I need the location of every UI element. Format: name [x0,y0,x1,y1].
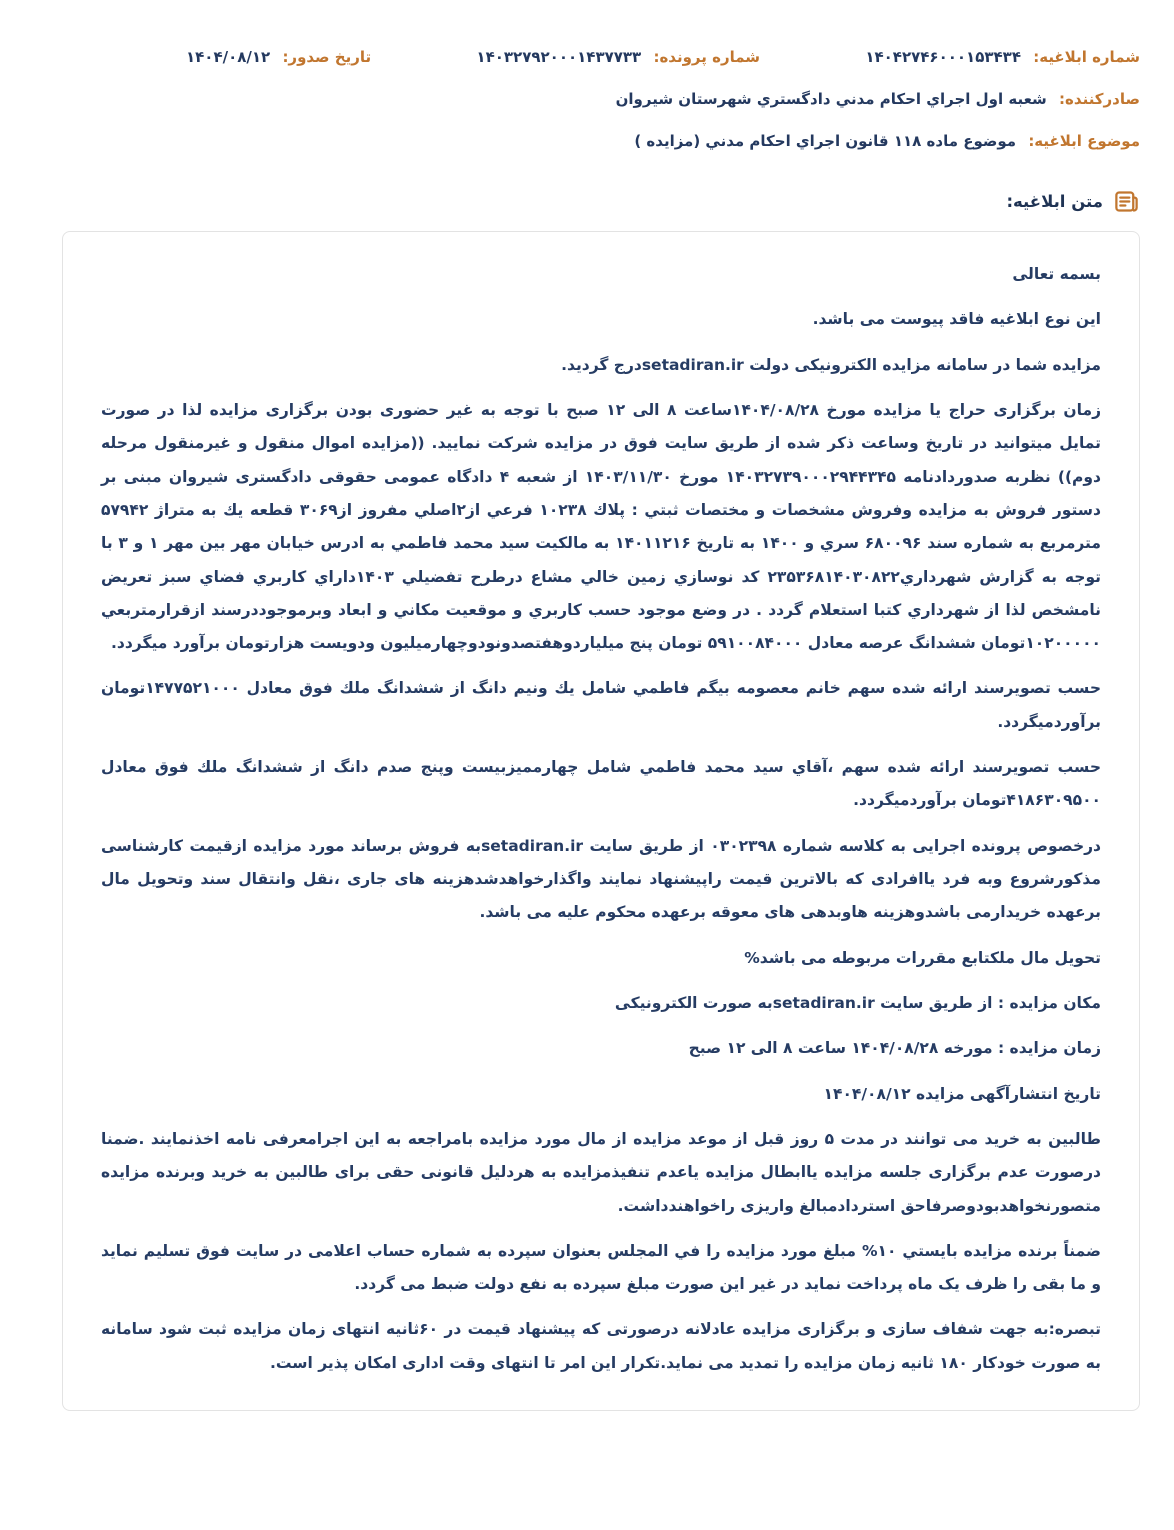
newspaper-icon [1113,188,1140,215]
issuer-label: صادرکننده: [1059,90,1140,108]
issue-date-value: ۱۴۰۴/۰۸/۱۲ [186,48,271,66]
issue-date-label: تاریخ صدور: [282,48,372,66]
issuer-field [34,90,1140,108]
issue-date-field [186,48,371,66]
paragraph-buyers-notice: طالبین به خرید می توانند در مدت ۵ روز قبل از موعد مزایده از مال مورد مزایده بامراجعه به این اجرامعرفی نامه اخذنمایند .ضمنا درصورت عدم برگزاری جلسه مزایده یاابطال مزایده یاعدم تنفیذمزایده به هردلیل قانونی حقی برای طالبین به خرید وبرنده مزایده متصورنخواهدبودوصرفاحق استردادمبالغ واریزی راخواهندداشت. [101,1129,1101,1215]
case-number-field [476,48,760,66]
subject-label: موضوع ابلاغیه: [1028,132,1140,150]
paragraph-delivery-rules: تحویل مال ملکتابع مقررات مربوطه می باشد% [744,948,1101,967]
paragraph-case-sale-terms: درخصوص پرونده اجرایی به کلاسه شماره ۰۳۰۲۳۹۸ از طریق سایت setadiran.irبه فروش برساند مورد مزایده ازقیمت کارشناسی مذکورشروع وبه فرد یاافرادی که بالاترین قیمت راپیشنهاد نمایند واگذارخواهدشدهزینه های جاری ،نقل وانتقال سند وتحویل مال برعهده خریدارمی باشدوهزینه هاوبدهی های معوقه برعهده محکوم علیه می باشد. [101,836,1102,922]
header-row-subject [34,132,1140,150]
case-number-value: ۱۴۰۳۲۷۹۲۰۰۰۱۴۳۷۷۳۳ [476,48,642,66]
paragraph-share-mohammad: حسب تصویرسند ارائه شده سهم ،آقاي سید محمد فاطمي شامل چهارممیزبیست وپنج صدم دانگ از ششدانگ ملك فوق معادل ۴۱۸۶۳۰۹۵۰۰تومان برآوردمیگردد. [101,758,1101,810]
paragraph-note-extension: تبصره:به جهت شفاف سازی و برگزاری مزایده عادلانه درصورتی که پیشنهاد قیمت در ۶۰ثانیه انتهای زمان مزایده ثبت شود سامانه به صورت خودکار ۱۸۰ ثانیه زمان مزایده را تمدید می نماید.تکرار این امر تا انتهای وقت اداری امکان پذیر است. [101,1320,1101,1372]
paragraph-auction-time: زمان مزایده : مورخه ۱۴۰۴/۰۸/۲۸ ساعت ۸ الی ۱۲ صبح [688,1039,1101,1058]
paragraph-basmala: بسمه تعالی [1012,265,1101,283]
paragraph-share-masoumeh: حسب تصویرسند ارائه شده سهم خانم معصومه بیگم فاطمي شامل یك ونیم دانگ از ششدانگ ملك فوق معادل ۱۴۷۷۵۲۱۰۰۰تومان برآوردمیگردد. [101,679,1101,731]
paragraph-publish-date: تاریخ انتشارآگهی مزایده ۱۴۰۴/۰۸/۱۲ [823,1084,1101,1103]
notice-body-box [62,231,1140,1411]
notification-number-value: ۱۴۰۴۲۷۴۶۰۰۰۱۵۳۴۳۴ [865,48,1021,66]
subject-value: موضوع ماده ۱۱۸ قانون اجراي احکام مدني (مزایده ) [634,132,1017,150]
case-number-label: شماره پرونده: [653,48,761,66]
header-meta [34,48,1140,150]
subject-field [34,132,1140,150]
paragraph-no-attachment: این نوع ابلاغیه فاقد پیوست می باشد. [812,310,1101,329]
notification-number-field [865,48,1140,66]
notice-heading [34,188,1140,215]
paragraph-setadiran-registered: مزایده شما در سامانه مزایده الکترونیکی دولت setadiran.irدرج گردید. [561,355,1101,374]
notice-heading-label: متن ابلاغیه: [1006,192,1103,211]
issuer-value: شعبه اول اجراي احکام مدني دادگستري شهرستان شیروان [615,90,1047,108]
notification-number-label: شماره ابلاغیه: [1033,48,1140,66]
paragraph-auction-details: زمان برگزاری حراج یا مزایده مورخ ۱۴۰۴/۰۸/۲۸ساعت ۸ الی ۱۲ صبح با توجه به غیر حضوری بودن برگزاری مزایده لذا در صورت تمایل میتوانید در تاریخ وساعت ذکر شده از طریق سایت فوق در مزایده شرکت نمایید. ((مزایده اموال منقول و غیرمنقول مرحله دوم)) نظربه صدوردادنامه ۱۴۰۳۲۷۳۹۰۰۰۲۹۴۴۳۴۵ مورخ ۱۴۰۳/۱۱/۳۰ از شعبه ۴ دادگاه عمومی حقوقی دادگستری شیروان مبنی بر دستور فروش به مزایده وفروش مشخصات و مختصات ثبتي : پلاك ۱۰۲۳۸ فرعي از۲اصلي مفروز از۳۰۶۹ قطعه یك به متراژ ۵۷۹۴۲ مترمربع به شماره سند ۶۸۰۰۹۶ سري و ۱۴۰۰ به تاریخ ۱۴۰۱۱۲۱۶ به مالکیت سید محمد فاطمي به ادرس خیابان مهر بین مهر ۱ و ۳ با توجه به گزارش شهرداري۲۳۵۳۶۸۱۴۰۳۰۸۲۲ کد نوسازي زمین خالي مشاع درطرح تفضیلي ۱۴۰۳داراي کاربري فضاي سبز تعریض نامشخص لذا از شهرداري کتبا استعلام گردد . در وضع موجود حسب کاربري و موقعیت مکاني و ابعاد وبرموجوددرسند ازقرارمتربعي ۱۰۲۰۰۰۰۰تومان ششدانگ عرصه معادل ۵۹۱۰۰۸۴۰۰۰ تومان پنج میلیاردوهفتصدونودوچهارمیلیون ودویست هزارتومان برآورد میگردد. [101,400,1102,653]
paragraph-auction-place: مکان مزایده : از طریق سایت setadiran.irبه صورت الکترونیکی [614,993,1101,1012]
header-row-issuer [34,90,1140,108]
paragraph-deposit-terms: ضمناً برنده مزایده بایستي ۱۰% مبلغ مورد مزایده را في المجلس بعنوان سپرده به شماره حساب اعلامی در سایت فوق تسلیم نماید و ما بقی را ظرف یک ماه پرداخت نماید در غیر این صورت مبلغ سپرده به نفع دولت ضبط می گردد. [101,1241,1101,1294]
header-row-numbers [34,48,1140,66]
